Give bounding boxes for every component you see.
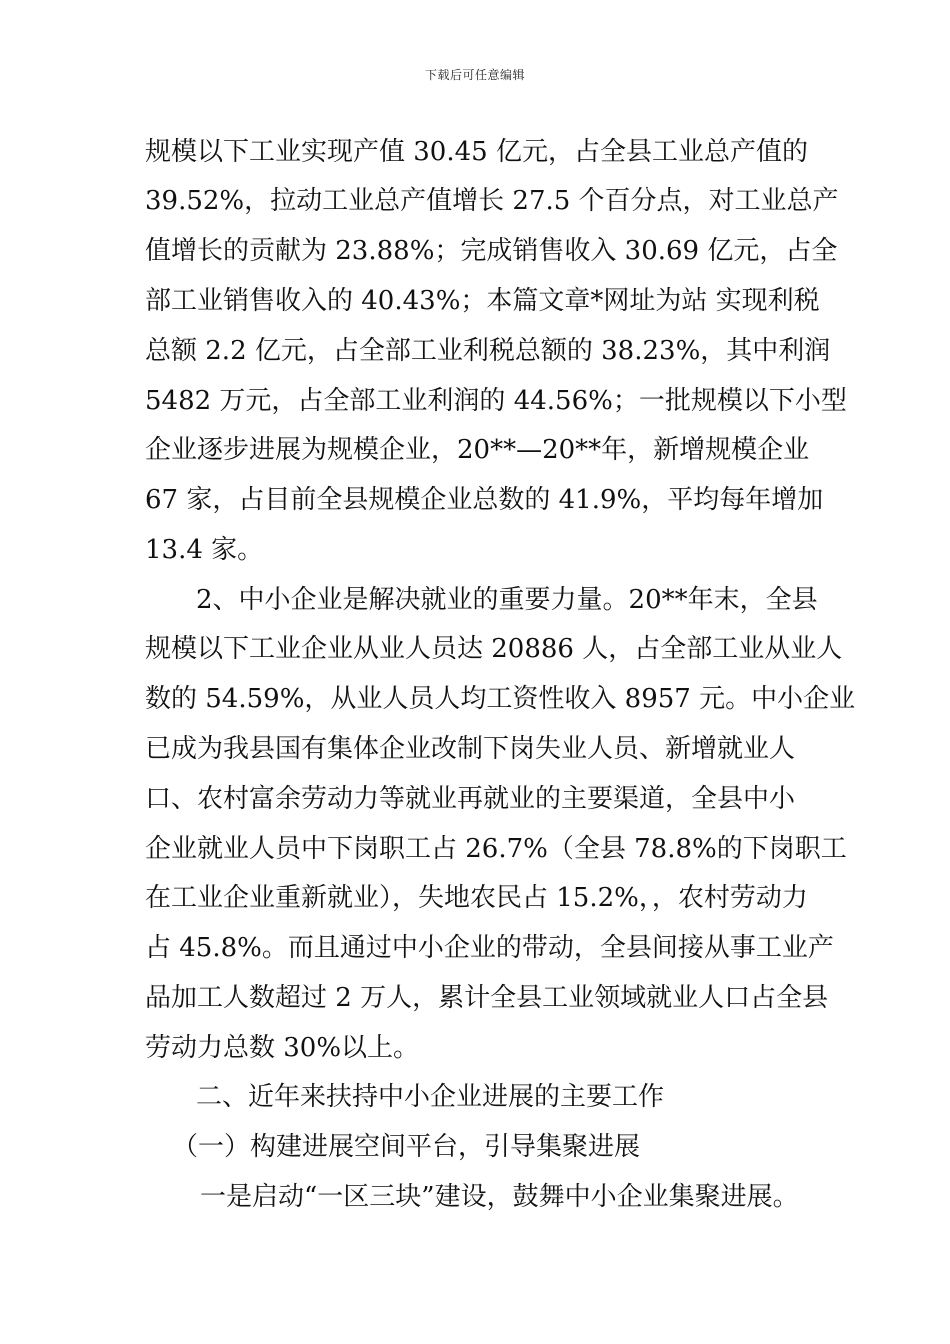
paragraph-line: 13.4 家。 bbox=[145, 535, 264, 565]
paragraph-line: 劳动力总数 30%以上。 bbox=[145, 1033, 420, 1063]
paragraph-line: 67 家，占目前全县规模企业总数的 41.9%，平均每年增加 bbox=[145, 485, 824, 515]
paragraph-line: 2、中小企业是解决就业的重要力量。20**年末，全县 bbox=[196, 585, 818, 615]
paragraph-line: 数的 54.59%，从业人员人均工资性收入 8957 元。中小企业 bbox=[145, 684, 856, 714]
paragraph-line: 一是启动“一区三块”建设，鼓舞中小企业集聚进展。 bbox=[200, 1182, 799, 1212]
section-heading: 二、近年来扶持中小企业进展的主要工作 bbox=[196, 1082, 665, 1112]
paragraph-line: 口、农村富余劳动力等就业再就业的主要渠道，全县中小 bbox=[145, 784, 796, 814]
paragraph-line: 已成为我县国有集体企业改制下岗失业人员、新增就业人 bbox=[145, 734, 796, 764]
subsection-heading: （一）构建进展空间平台，引导集聚进展 bbox=[172, 1132, 641, 1162]
paragraph-line: 在工业企业重新就业），失地农民占 15.2%，，农村劳动力 bbox=[145, 883, 808, 913]
paragraph-line: 占 45.8%。而且通过中小企业的带动，全县间接从事工业产 bbox=[145, 933, 834, 963]
paragraph-line: 5482 万元，占全部工业利润的 44.56%；一批规模以下小型 bbox=[145, 386, 847, 416]
paragraph-line: 总额 2.2 亿元，占全部工业利税总额的 38.23%，其中利润 bbox=[145, 336, 831, 366]
paragraph-line: 企业逐步进展为规模企业，20**—20**年，新增规模企业 bbox=[145, 435, 810, 465]
page-header-note: 下载后可任意编辑 bbox=[424, 68, 525, 82]
paragraph-line: 规模以下工业实现产值 30.45 亿元，占全县工业总产值的 bbox=[145, 137, 808, 167]
paragraph-line: 品加工人数超过 2 万人，累计全县工业领域就业人口占全县 bbox=[145, 983, 829, 1013]
paragraph-line: 39.52%，拉动工业总产值增长 27.5 个百分点，对工业总产 bbox=[145, 186, 839, 216]
paragraph-line: 规模以下工业企业从业人员达 20886 人，占全部工业从业人 bbox=[145, 634, 843, 664]
paragraph-line: 部工业销售收入的 40.43%；本篇文章*网址为站 实现利税 bbox=[145, 286, 820, 316]
paragraph-line: 企业就业人员中下岗职工占 26.7%（全县 78.8%的下岗职工 bbox=[145, 834, 847, 864]
paragraph-line: 值增长的贡献为 23.88%；完成销售收入 30.69 亿元，占全 bbox=[145, 236, 838, 266]
